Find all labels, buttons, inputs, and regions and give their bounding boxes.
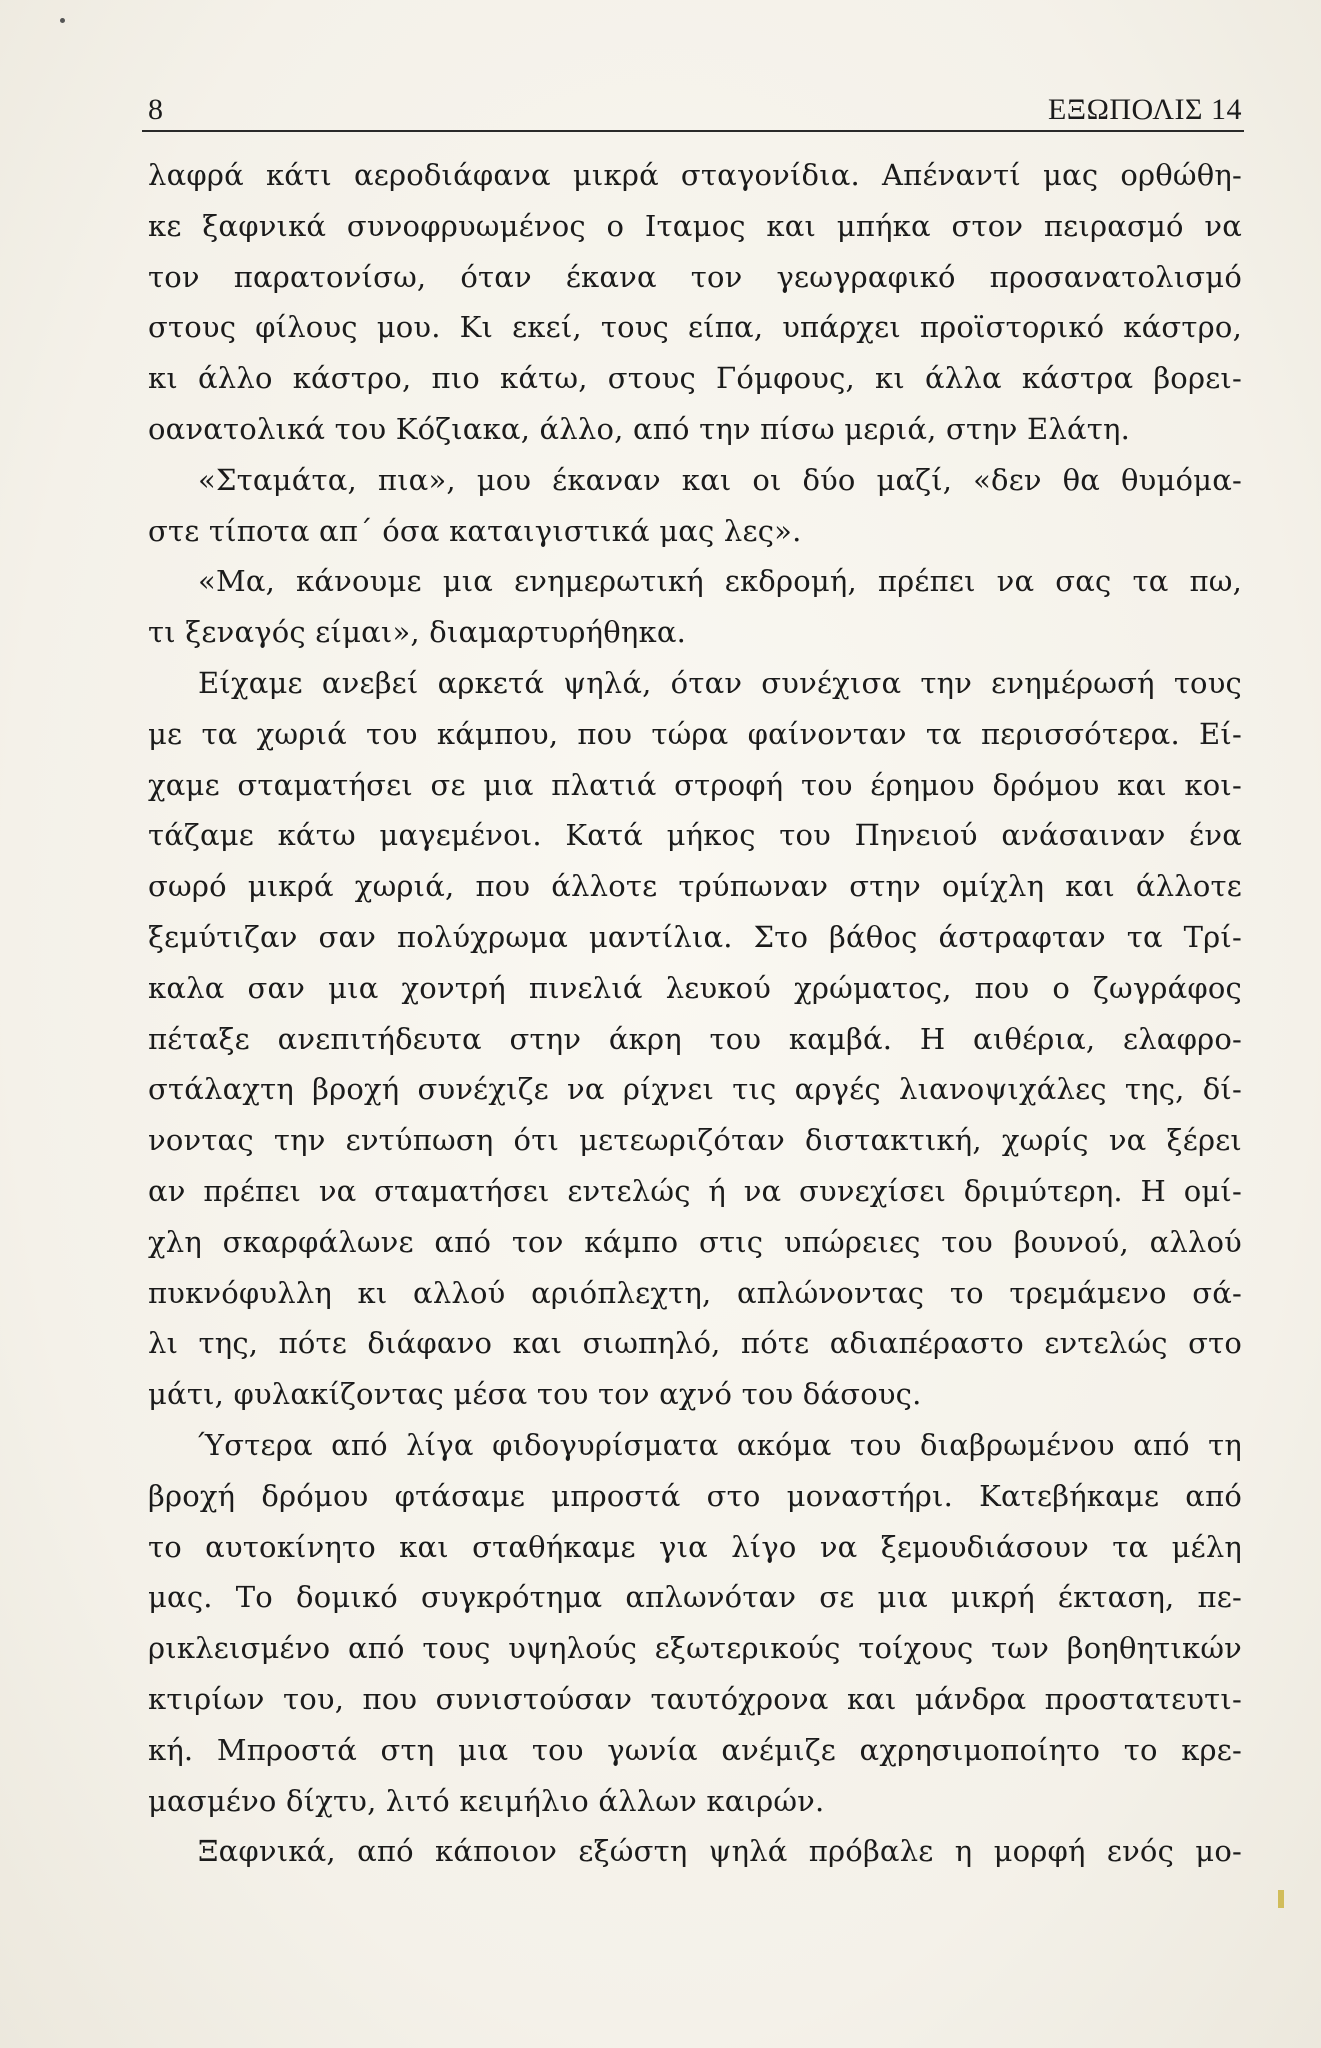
text-line: σωρό μικρά χωριά, που άλλοτε τρύπωναν στην ομίχλη και άλλοτε — [148, 869, 1242, 904]
scan-speck — [60, 18, 65, 23]
text-line: τι ξεναγός είμαι», διαμαρτυρήθηκα. — [148, 615, 687, 650]
text-line: «Σταμάτα, πια», μου έκαναν και οι δύο μαζί, «δεν θα θυμόμα- — [198, 462, 1242, 497]
text-line: λι της, πότε διάφανο και σιωπηλό, πότε αδιαπέραστο εντελώς στο — [148, 1326, 1242, 1361]
text-line: νοντας την εντύπωση ότι μετεωριζόταν διστακτική, χωρίς να ξέρει — [148, 1123, 1242, 1158]
text-line: με τα χωριά του κάμπου, που τώρα φαίνονταν τα περισσότερα. Εί- — [148, 716, 1242, 751]
text-line: στε τίποτα απ΄ όσα καταιγιστικά μας λες». — [148, 513, 802, 548]
text-line: στους φίλους μου. Κι εκεί, τους είπα, υπάρχει προϊστορικό κάστρο, — [148, 310, 1242, 345]
text-line: πέταξε ανεπιτήδευτα στην άκρη του καμβά. Η αιθέρια, ελαφρο- — [148, 1021, 1242, 1056]
text-line: κι άλλο κάστρο, πιο κάτω, στους Γόμφους, κι άλλα κάστρα βορει- — [148, 361, 1242, 396]
page-header — [148, 92, 1242, 128]
text-line: στάλαχτη βροχή συνέχιζε να ρίχνει τις αργές λιανοψιχάλες της, δί- — [148, 1072, 1242, 1107]
text-line: Ξαφνικά, από κάποιον εξώστη ψηλά πρόβαλε η μορφή ενός μο- — [198, 1834, 1242, 1869]
text-line: Είχαμε ανεβεί αρκετά ψηλά, όταν συνέχισα την ενημέρωσή τους — [198, 665, 1242, 700]
header-rule — [142, 130, 1244, 132]
text-line: τον παρατονίσω, όταν έκανα τον γεωγραφικό προσανατολισμό — [148, 259, 1242, 294]
text-line: αν πρέπει να σταματήσει εντελώς ή να συνεχίσει δριμύτερη. Η ομί- — [148, 1173, 1242, 1208]
text-line: ρικλεισμένο από τους υψηλούς εξωτερικούς τοίχους των βοηθητικών — [148, 1631, 1242, 1666]
text-line: χαμε σταματήσει σε μια πλατιά στροφή του έρημου δρόμου και κοι- — [148, 767, 1242, 802]
text-line: κτιρίων του, που συνιστούσαν ταυτόχρονα και μάνδρα προστατευτι- — [148, 1681, 1242, 1716]
text-line: χλη σκαρφάλωνε από τον κάμπο στις υπώρειες του βουνού, αλλού — [148, 1224, 1242, 1259]
text-line: το αυτοκίνητο και σταθήκαμε για λίγο να ξεμουδιάσουν τα μέλη — [148, 1529, 1242, 1564]
text-line: ξεμύτιζαν σαν πολύχρωμα μαντίλια. Στο βάθος άστραφταν τα Τρί- — [148, 919, 1242, 954]
page-number: 8 — [148, 93, 163, 126]
text-line: μάτι, φυλακίζοντας μέσα του τον αχνό του δάσους. — [148, 1377, 922, 1412]
edge-mark — [1278, 1890, 1284, 1908]
text-line: τάζαμε κάτω μαγεμένοι. Κατά μήκος του Πηνειού ανάσαιναν ένα — [148, 818, 1242, 853]
text-line: «Μα, κάνουμε μια ενημερωτική εκδρομή, πρέπει να σας τα πω, — [198, 564, 1242, 599]
text-line: λαφρά κάτι αεροδιάφανα μικρά σταγονίδια. Απέναντί μας ορθώθη- — [148, 158, 1242, 192]
text-line: πυκνόφυλλη κι αλλού αριόπλεχτη, απλώνοντας το τρεμάμενο σά- — [148, 1275, 1242, 1310]
text-line: Ύστερα από λίγα φιδογυρίσματα ακόμα του διαβρωμένου από τη — [198, 1427, 1242, 1462]
text-line: κή. Μπροστά στη μια του γωνία ανέμιζε αχρησιμοποίητο το κρε- — [148, 1732, 1242, 1767]
body-text — [148, 150, 1242, 1877]
text-line: κε ξαφνικά συνοφρυωμένος ο Ιταμος και μπήκα στον πειρασμό να — [148, 208, 1242, 243]
running-head: ΕΞΩΠΟΛΙΣ 14 — [1047, 93, 1242, 126]
text-line: οανατολικά του Κόζιακα, άλλο, από την πίσω μεριά, στην Ελάτη. — [148, 411, 1130, 446]
text-line: βροχή δρόμου φτάσαμε μπροστά στο μοναστήρι. Κατεβήκαμε από — [148, 1478, 1242, 1513]
text-line: καλα σαν μια χοντρή πινελιά λευκού χρώματος, που ο ζωγράφος — [148, 970, 1242, 1005]
text-line: μας. Το δομικό συγκρότημα απλωνόταν σε μια μικρή έκταση, πε- — [148, 1580, 1242, 1615]
text-line: μασμένο δίχτυ, λιτό κειμήλιο άλλων καιρών. — [148, 1783, 825, 1818]
